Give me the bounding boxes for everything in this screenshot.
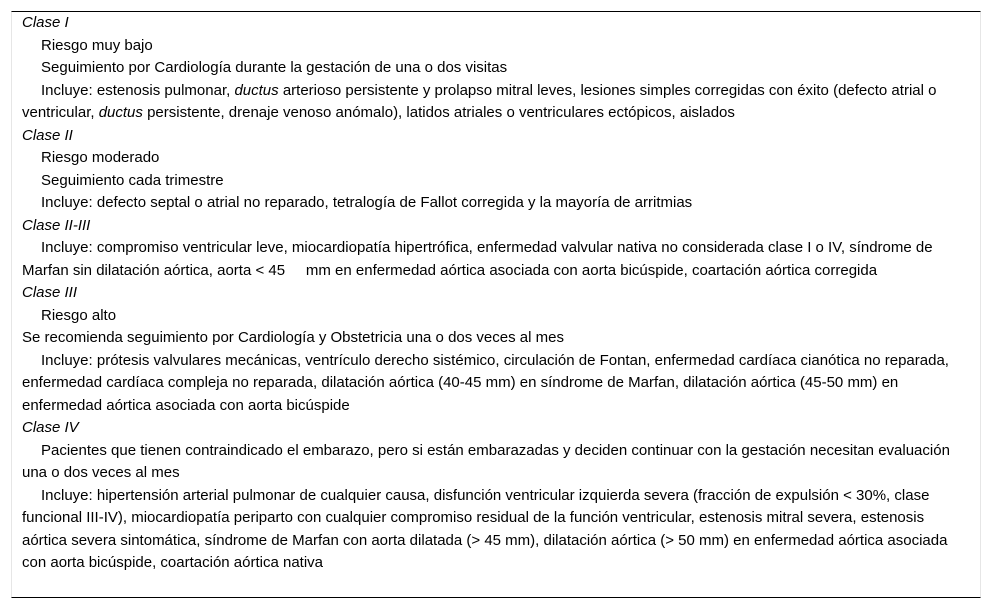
risk-level: Riesgo muy bajo: [41, 36, 153, 54]
follow-up: Seguimiento cada trimestre: [41, 171, 224, 189]
class-title: Clase I: [22, 14, 69, 31]
risk-level: Riesgo moderado: [41, 149, 160, 166]
includes-part: Incluye: estenosis pulmonar,: [41, 81, 235, 99]
class-title: Clase II-III: [22, 216, 91, 234]
description: Pacientes que tienen contraindicado el embarazo, pero si están embarazadas y deciden continuar con la gestación necesitan evaluación una o dos veces al mes: [22, 441, 950, 481]
table-cell: [12, 12, 980, 575]
includes-text: Incluye: compromiso ventricular leve, miocardiopatía hipertrófica, enfermedad valvular nativa no considerada clase I o IV, síndrome de Marfan sin dilatación aórtica, aorta < 45 mm en enfermedad aórtica asociada con aorta bicúspide, coartación aórtica corregida: [22, 239, 937, 279]
includes-part: persistente, drenaje venoso anómalo), latidos atriales o ventriculares ectópicos, aislados: [142, 104, 735, 121]
includes-text: Incluye: prótesis valvulares mecánicas, ventrículo derecho sistémico, circulación de Fontan, enfermedad cardíaca cianótica no reparada, enfermedad cardíaca compleja no reparada, dilatación aórtica (40-45 mm) en síndrome de Marfan, dilatación aórtica (45-50 mm) en enfermedad aórtica asociada con aorta bicúspide: [22, 351, 949, 414]
includes-emphasis: ductus: [98, 104, 143, 121]
follow-up: Seguimiento por Cardiología durante la gestación de una o dos visitas: [41, 59, 508, 76]
risk-level: Riesgo alto: [41, 306, 117, 324]
includes-text: Incluye: hipertensión arterial pulmonar de cualquier causa, disfunción ventricular izquierda severa (fracción de expulsión < 30%, clase funcional III-IV), miocardiopatía periparto con cualquier compromiso residual de la función ventricular, estenosis mitral severa, estenosis aórtica severa sintomática, síndrome de Marfan con aorta dilatada (> 45 mm), dilatación aórtica (> 50 mm) en enfermedad aórtica asociada con aorta bicúspide, coartación aórtica nativa: [22, 486, 948, 571]
class-title: Clase III: [22, 284, 78, 301]
includes-part: arterioso persistente y prolapso mitral leves, lesiones simples corregidas con éxito (defecto atrial o ventricular,: [22, 81, 937, 121]
class-title: Clase IV: [22, 419, 79, 436]
follow-up: Se recomienda seguimiento por Cardiología y Obstetricia una o dos veces al mes: [22, 329, 564, 346]
includes-text: [22, 80, 970, 125]
risk-classification-table: [11, 11, 981, 598]
includes-emphasis: ductus: [234, 81, 279, 99]
includes-text: Incluye: defecto septal o atrial no reparado, tetralogía de Fallot corregida y la mayoría de arritmias: [41, 194, 693, 211]
class-title: Clase II: [22, 126, 73, 144]
